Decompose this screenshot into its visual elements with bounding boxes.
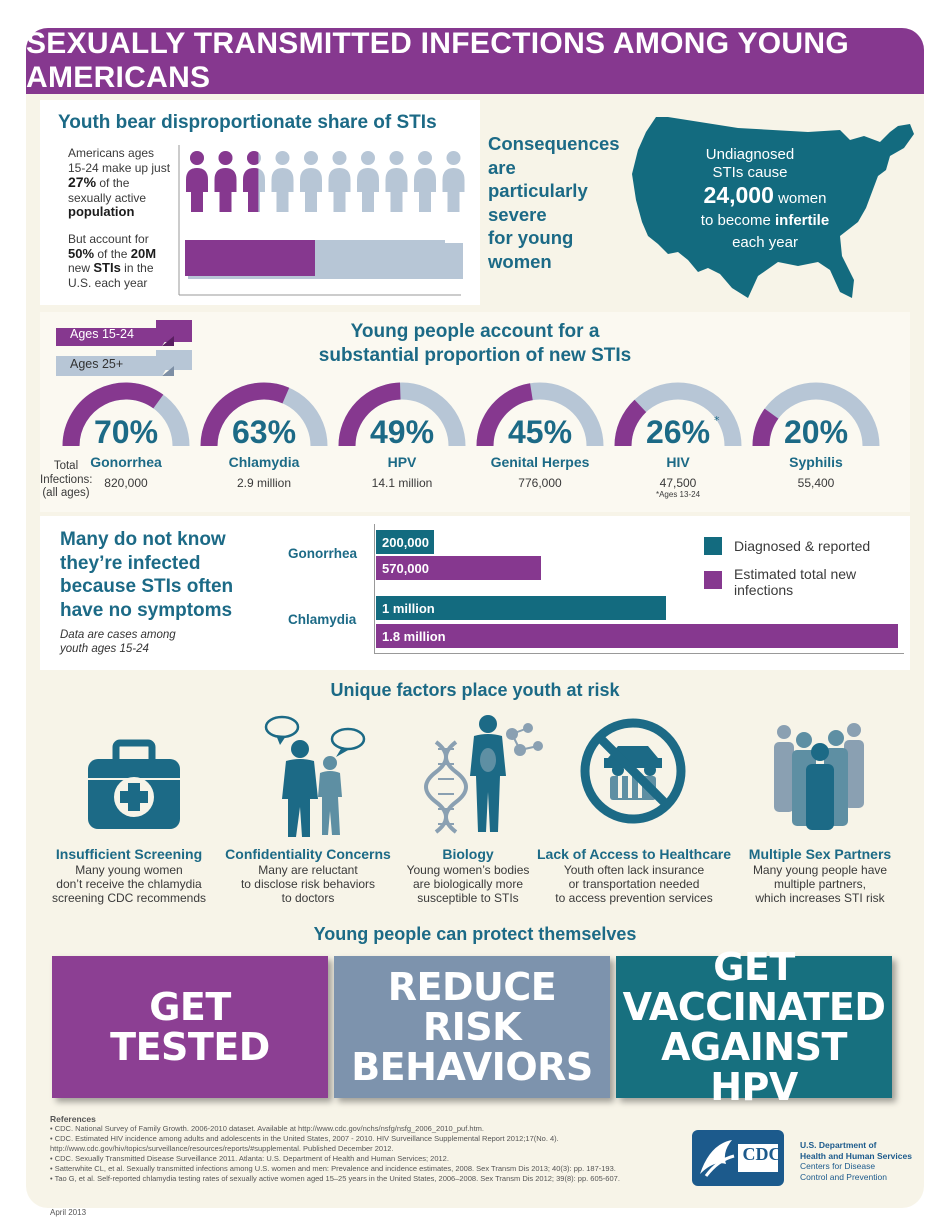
- bar-gonorrhea-estimated: 570,000: [376, 556, 541, 580]
- cta-get-tested: GET TESTED: [52, 956, 328, 1098]
- talking-people-icon: [256, 715, 366, 840]
- factor-title: Confidentiality Concerns: [225, 846, 391, 862]
- gauge-percent: 63%: [231, 414, 297, 450]
- person-figure: [186, 151, 208, 212]
- map-caption-bottom: 24,000 women to become infertile each year: [700, 182, 830, 251]
- cta-get-vaccinated-against-hpv: GET VACCINATED AGAINST HPV: [616, 956, 892, 1098]
- references: References • CDC. National Survey of Family Growth. 2006-2010 dataset. Available at http://www.cdc.gov/nchs/nsfg/nsfg_2006_2010_puf.htm. • CDC. Estimated HIV incidence among adults and adolescents in the United States, 2007 - 2010. HIV Surveillance Supplemental Report 2012;17(No. 4). http://www.cdc.gov/hiv/topics/surveillance/resources/reports/#supplemental. Published December 2012. • CDC. Sexually Transmitted Disease Surveillance 2011. Atlanta: U.S. Department of Health and Human Services; 2012. • Satterwhite CL, et al. Sexually transmitted infections among U.S. women and men: Prevalence and incidence estimates, 2008. Sex Transm Dis 2013; 40(3): pp. 187-193. • Tao G, et al. Self-reported chlamydia testing rates of sexually active women aged 15–25 years in the United States, 2006–2008. Sex Transm Dis 2012; 39(8): pp. 605-607.: [50, 1114, 620, 1183]
- factor-description: Many young people have multiple partners, which increases STI risk: [752, 863, 888, 905]
- gauge-total: 55,400: [797, 476, 835, 490]
- unknown-note: Data are cases among youth ages 15-24: [60, 629, 176, 655]
- person-figure: [329, 151, 351, 212]
- factor-description: Many young women don’t receive the chlamydia screening CDC recommends: [51, 863, 207, 905]
- person-figure: [414, 151, 436, 212]
- risk-heading: Unique factors place youth at risk: [330, 680, 620, 700]
- legend-old: Ages 25+: [70, 357, 124, 371]
- gauge-percent: 49%: [369, 414, 435, 450]
- bars-axis: [374, 524, 375, 654]
- legend-diagnosed-swatch: [704, 537, 722, 555]
- first-aid-kit-icon: [84, 735, 184, 835]
- factor-description: Many are reluctant to disclose risk behaviors to doctors: [240, 863, 376, 905]
- gauge-total: 776,000: [518, 476, 562, 490]
- total-infections-label: Total Infections: (all ages): [40, 460, 93, 499]
- legend-diagnosed-label: Diagnosed & reported: [734, 538, 871, 554]
- gauge-label: Chlamydia: [228, 454, 300, 470]
- gauge-percent: 26%: [645, 414, 711, 450]
- gauge-percent: 70%: [93, 414, 159, 450]
- factor-description: Youth often lack insurance or transportation needed to access prevention services: [555, 863, 713, 905]
- person-figure: [243, 151, 265, 212]
- factor-description: Young women’s bodies are biologically more susceptible to STIs: [406, 863, 530, 905]
- person-figure: [357, 151, 379, 212]
- legend-estimated-label: Estimated total new infections: [734, 566, 857, 598]
- share-bar-adult: [315, 240, 445, 276]
- factor-title: Insufficient Screening: [55, 846, 203, 862]
- protect-heading: Young people can protect themselves: [313, 924, 637, 944]
- share-bar-youth: [185, 240, 315, 276]
- youth-share-chart: [176, 140, 466, 300]
- dna-body-icon: [424, 712, 544, 837]
- person-figure: [300, 151, 322, 212]
- person-figure: [386, 151, 408, 212]
- gauge-total: 47,500: [659, 476, 697, 490]
- unknown-heading: Many do not know they’re infected because STIs often have no symptoms: [60, 529, 234, 621]
- cdc-logo-text: CDC: [742, 1144, 782, 1164]
- person-figure: [443, 151, 465, 212]
- no-car-icon: [578, 716, 688, 826]
- bar-chlamydia-estimated: 1.8 million: [376, 624, 898, 648]
- bars-baseline: [374, 653, 904, 654]
- hhs-text: U.S. Department of Health and Human Services Centers for Disease Control and Prevention: [800, 1140, 912, 1182]
- bar-gonorrhea-diagnosed: 200,000: [376, 530, 434, 554]
- gauge-note: *Ages 13-24: [655, 490, 701, 499]
- crowd-icon: [764, 718, 874, 833]
- consequences-text: Consequences are particularly severe for young women: [488, 133, 620, 272]
- page-title: SEXUALLY TRANSMITTED INFECTIONS AMONG YOUNG AMERICANS: [26, 28, 924, 94]
- gauge-total: 14.1 million: [371, 476, 433, 490]
- bar-chlamydia-diagnosed: 1 million: [376, 596, 666, 620]
- proportion-heading: Young people account for a substantial proportion of new STIs: [318, 321, 632, 366]
- gauge-label: Gonorrhea: [90, 454, 162, 470]
- factor-title: Lack of Access to Healthcare: [536, 846, 731, 862]
- youth-share-heading: Youth bear disproportionate share of STIs: [58, 112, 437, 133]
- gauge-total: 820,000: [104, 476, 148, 490]
- cta-reduce-risk-behaviors: REDUCE RISK BEHAVIORS: [334, 956, 610, 1098]
- person-figure: [272, 151, 294, 212]
- date-stamp: April 2013: [50, 1208, 87, 1217]
- factor-title: Multiple Sex Partners: [748, 846, 892, 862]
- legend-estimated-swatch: [704, 571, 722, 589]
- youth-share-text-1: Americans ages 15-24 make up just 27% of the sexually active population: [68, 146, 171, 219]
- legend-young: Ages 15-24: [70, 327, 134, 341]
- label-gonorrhea: Gonorrhea: [288, 546, 358, 561]
- gauge-percent: 45%: [507, 414, 573, 450]
- factor-title: Biology: [442, 846, 494, 862]
- youth-share-text-2: But account for 50% of the 20M new STIs in the U.S. each year: [68, 232, 157, 290]
- gauge-label: Syphilis: [789, 454, 843, 470]
- gauge-percent: 20%: [783, 414, 849, 450]
- gauge-total: 2.9 million: [236, 476, 292, 490]
- label-chlamydia: Chlamydia: [288, 612, 357, 627]
- gauge-footnote-star: *: [714, 414, 720, 427]
- gauge-label: Genital Herpes: [490, 454, 590, 470]
- gauge-label: HIV: [666, 454, 690, 470]
- map-caption-top: Undiagnosed STIs cause: [705, 146, 795, 181]
- gauge-label: HPV: [387, 454, 417, 470]
- person-figure: [215, 151, 237, 212]
